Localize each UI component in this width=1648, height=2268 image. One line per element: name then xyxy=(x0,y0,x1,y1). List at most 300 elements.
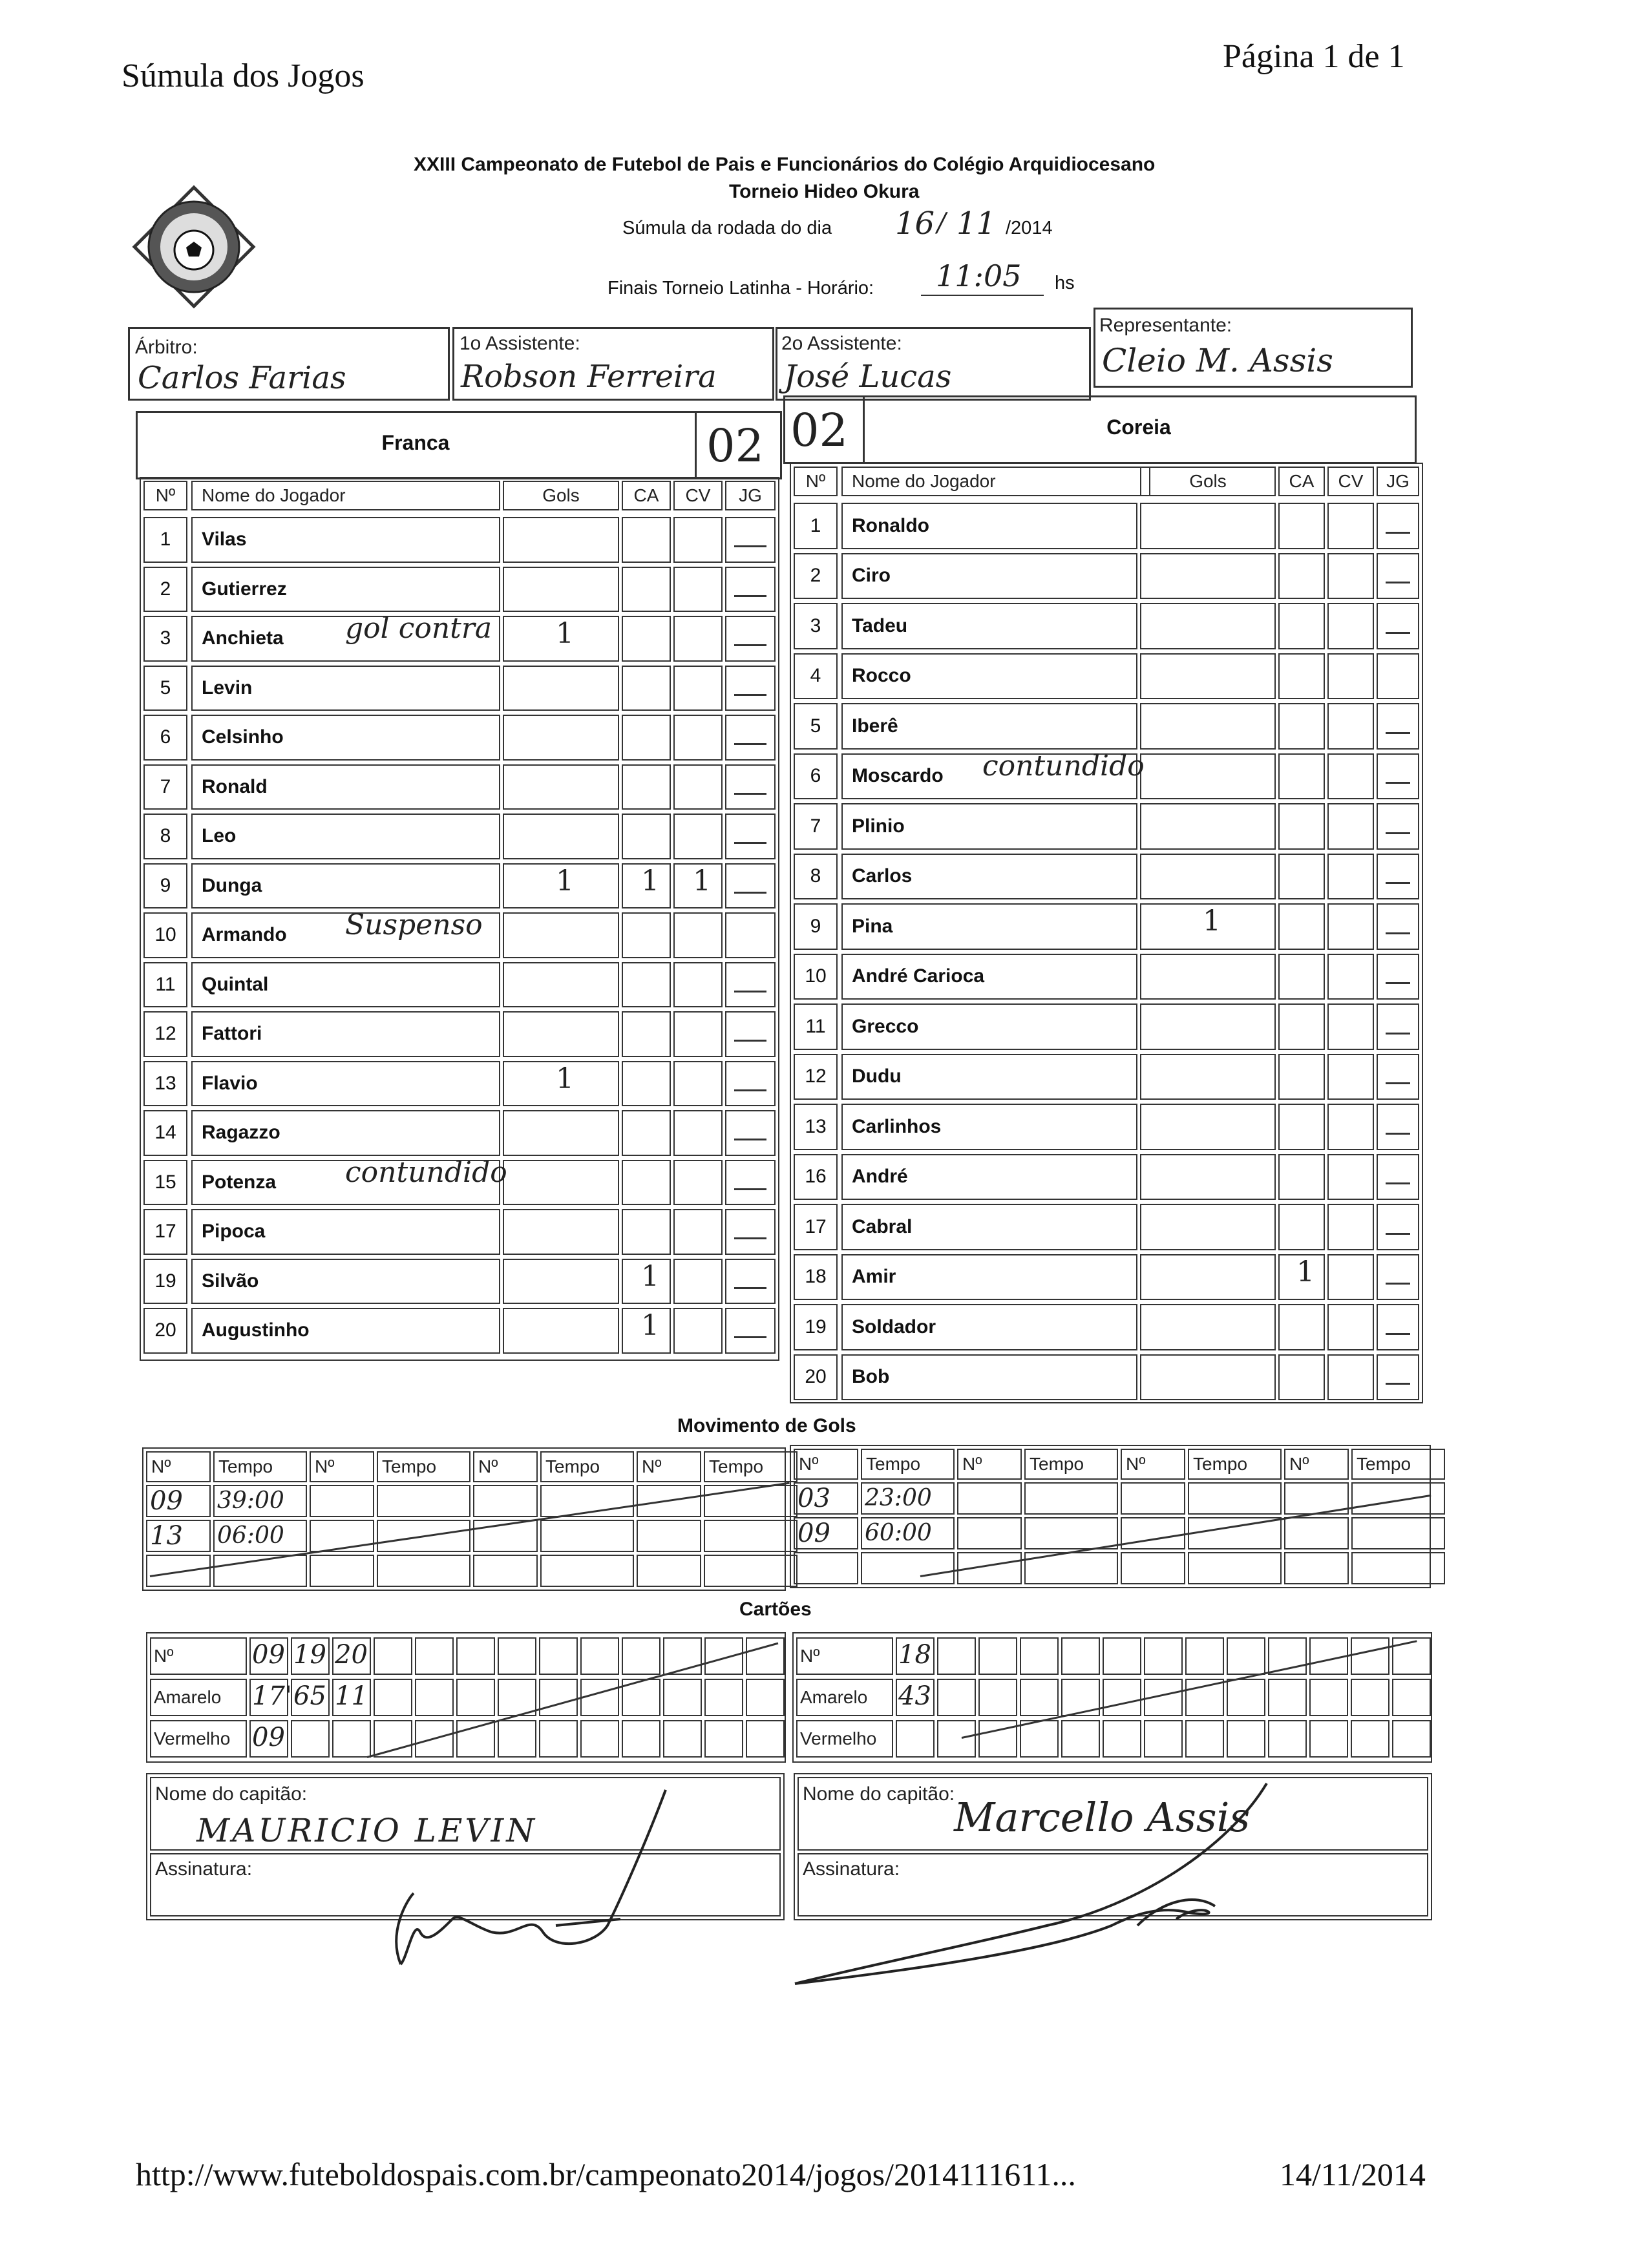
goal-time-cell xyxy=(1188,1552,1282,1584)
player-name: Ragazzo xyxy=(191,1110,500,1156)
goal-time-cell xyxy=(213,1485,307,1517)
played-mark xyxy=(1386,1233,1410,1235)
col-cv-header: CV xyxy=(673,481,723,510)
player-cv-cell xyxy=(673,1110,723,1156)
team-right-score: 02 xyxy=(790,404,849,457)
signature-label: Assinatura: xyxy=(803,1858,900,1880)
player-goals-cell xyxy=(503,764,619,810)
goal-time-cell xyxy=(1024,1482,1118,1515)
goal-num-cell xyxy=(794,1552,858,1584)
player-goals-cell xyxy=(1140,1204,1276,1250)
red-card-cell xyxy=(622,1720,660,1758)
played-mark xyxy=(734,1237,766,1239)
played-mark xyxy=(1386,832,1410,834)
player-goals-cell xyxy=(503,715,619,761)
footer-date: 14/11/2014 xyxy=(1280,2156,1426,2192)
player-name: Carlos xyxy=(841,854,1137,900)
player-ca-cell xyxy=(622,814,671,859)
card-number-cell xyxy=(1020,1637,1059,1675)
player-number: 20 xyxy=(143,1308,187,1354)
player-cv-cell xyxy=(1327,1003,1374,1050)
played-mark xyxy=(1386,1333,1410,1335)
page-number: Página 1 de 1 xyxy=(1223,38,1405,75)
played-mark xyxy=(1386,1082,1410,1084)
red-card-cell xyxy=(1268,1720,1307,1758)
player-name: Ciro xyxy=(841,553,1137,600)
goal-num-header: Nº xyxy=(1121,1449,1185,1480)
team-left-header xyxy=(136,411,782,479)
card-number-cell xyxy=(1061,1637,1100,1675)
player-jg-cell xyxy=(725,1259,776,1305)
player-name: Anchieta xyxy=(191,616,500,662)
card-number-value: 20 xyxy=(335,1640,368,1670)
played-mark xyxy=(1386,982,1410,984)
signature-label: Assinatura: xyxy=(155,1858,253,1880)
player-number: 6 xyxy=(794,753,838,800)
player-row xyxy=(141,612,778,666)
player-ca-cell xyxy=(1278,703,1325,750)
player-goals-cell xyxy=(503,1209,619,1255)
player-ca-cell xyxy=(622,1011,671,1057)
player-goals-cell xyxy=(1140,854,1276,900)
player-row xyxy=(141,1155,778,1210)
referee-value: Carlos Farias xyxy=(138,360,346,396)
player-name: Leo xyxy=(191,814,500,859)
player-ca-cell xyxy=(622,715,671,761)
player-row xyxy=(791,603,1422,653)
assistant1-label: 1o Assistente: xyxy=(460,333,580,354)
player-name: Augustinho xyxy=(191,1308,500,1354)
player-jg-cell xyxy=(1377,1354,1419,1401)
goal-num-cell xyxy=(1284,1552,1349,1584)
player-name: Rocco xyxy=(841,653,1137,700)
player-goals-cell xyxy=(1140,703,1276,750)
player-cv-cell xyxy=(1327,903,1374,950)
player-row xyxy=(791,553,1422,604)
player-row xyxy=(141,1061,778,1111)
player-number: 7 xyxy=(794,803,838,850)
player-cv-cell xyxy=(1327,954,1374,1000)
player-ca-cell xyxy=(1278,1304,1325,1350)
player-jg-cell xyxy=(725,1308,776,1354)
goal-scorer-number: 13 xyxy=(150,1521,183,1551)
played-mark xyxy=(734,1287,766,1289)
yellow-card-label: Amarelo xyxy=(796,1679,893,1716)
card-number-cell xyxy=(622,1637,660,1675)
yellow-card-cell xyxy=(332,1679,371,1716)
cards-section-title: Cartões xyxy=(739,1599,812,1620)
col-num-header: Nº xyxy=(143,481,187,510)
card-number-value: 09 xyxy=(252,1640,285,1670)
player-cv-cell xyxy=(1327,503,1374,549)
captain-left-signature xyxy=(362,1770,724,1984)
yellow-card-cell xyxy=(1227,1679,1265,1716)
player-name: André Carioca xyxy=(841,954,1137,1000)
assistant1-box xyxy=(452,327,774,401)
played-mark xyxy=(734,1040,766,1042)
player-goals-cell xyxy=(503,1308,619,1354)
card-number-label: Nº xyxy=(796,1637,893,1675)
player-name: Pipoca xyxy=(191,1209,500,1255)
player-jg-cell xyxy=(725,616,776,662)
time-label: Finais Torneio Latinha - Horário: xyxy=(607,278,874,299)
player-name: Pina xyxy=(841,903,1137,950)
goal-num-header: Nº xyxy=(310,1451,374,1482)
yellow-card-label: Amarelo xyxy=(150,1679,247,1716)
player-ca-cell xyxy=(622,567,671,613)
card-number-cell xyxy=(374,1637,412,1675)
player-goals-cell xyxy=(503,666,619,711)
player-cv-cell xyxy=(1327,703,1374,750)
player-jg-cell xyxy=(725,962,776,1008)
player-ca-cell xyxy=(622,1110,671,1156)
player-jg-cell xyxy=(1377,503,1419,549)
goal-scorer-number: 09 xyxy=(798,1518,830,1548)
goal-num-cell xyxy=(957,1482,1022,1515)
player-ca-cell xyxy=(1278,1003,1325,1050)
player-goals-cell xyxy=(1140,954,1276,1000)
player-number: 18 xyxy=(794,1254,838,1301)
goal-time-header: Tempo xyxy=(704,1451,798,1482)
goal-time-cell xyxy=(1351,1482,1445,1515)
player-cv-cell xyxy=(1327,553,1374,600)
footer-url[interactable]: http://www.futeboldospais.com.br/campeonato2014/jogos/2014111611... xyxy=(136,2156,1076,2192)
player-cv-cell xyxy=(1327,653,1374,700)
round-date-year: /2014 xyxy=(1006,218,1053,238)
yellow-card-cell xyxy=(746,1679,785,1716)
player-jg-cell xyxy=(1377,903,1419,950)
red-card-cell xyxy=(580,1720,619,1758)
player-cv-cell xyxy=(1327,1054,1374,1100)
player-goals-cell xyxy=(1140,1104,1276,1150)
player-row xyxy=(791,954,1422,1004)
player-row xyxy=(791,1304,1422,1354)
card-number-cell xyxy=(746,1637,785,1675)
player-jg-cell xyxy=(1377,553,1419,600)
col-goals-header: Gols xyxy=(1140,467,1276,496)
col-name-header: Nome do Jogador xyxy=(841,467,1150,496)
played-mark xyxy=(1386,632,1410,634)
player-cv-cell xyxy=(1327,753,1374,800)
player-ca-cell xyxy=(622,1160,671,1206)
player-ca-cell xyxy=(622,1209,671,1255)
red-card-label: Vermelho xyxy=(796,1720,893,1758)
team-left-divider xyxy=(695,413,697,478)
red-card-cell xyxy=(1020,1720,1059,1758)
player-number: 2 xyxy=(794,553,838,600)
player-number: 10 xyxy=(794,954,838,1000)
player-ca-cell xyxy=(622,1061,671,1107)
yellow-card-value: 43 xyxy=(898,1681,931,1711)
goal-num-cell xyxy=(637,1520,701,1552)
player-number: 14 xyxy=(143,1110,187,1156)
player-number: 4 xyxy=(794,653,838,700)
player-jg-cell xyxy=(725,764,776,810)
player-jg-cell xyxy=(725,1061,776,1107)
cards-right-table xyxy=(792,1632,1432,1763)
red-card-cell xyxy=(291,1720,330,1758)
player-jg-cell xyxy=(1377,1154,1419,1201)
player-cv-cell xyxy=(1327,1254,1374,1301)
player-jg-cell xyxy=(725,1110,776,1156)
played-mark xyxy=(734,991,766,992)
player-cv-mark: 1 xyxy=(693,864,711,898)
played-mark xyxy=(1386,582,1410,583)
team-left-name: Franca xyxy=(381,431,450,454)
player-cv-cell xyxy=(673,567,723,613)
player-cv-cell xyxy=(1327,1354,1374,1401)
player-number: 13 xyxy=(143,1061,187,1107)
played-mark xyxy=(1386,932,1410,934)
player-name: Plinio xyxy=(841,803,1137,850)
team-left-score: 02 xyxy=(706,419,765,472)
player-ca-cell xyxy=(1278,854,1325,900)
player-ca-mark: 1 xyxy=(641,1259,659,1293)
player-number: 17 xyxy=(794,1204,838,1250)
player-name: Dudu xyxy=(841,1054,1137,1100)
player-jg-cell xyxy=(725,666,776,711)
player-ca-cell xyxy=(1278,1104,1325,1150)
red-card-cell xyxy=(498,1720,536,1758)
player-row xyxy=(141,666,778,715)
player-row xyxy=(791,903,1422,954)
goal-num-cell xyxy=(794,1482,858,1515)
goal-time-cell xyxy=(377,1555,470,1587)
goal-num-cell xyxy=(637,1555,701,1587)
player-cv-cell xyxy=(673,814,723,859)
played-mark xyxy=(1386,782,1410,784)
played-mark xyxy=(734,644,766,646)
player-goals-cell xyxy=(1140,603,1276,649)
player-note: contundido xyxy=(345,1155,507,1189)
player-jg-cell xyxy=(1377,653,1419,700)
goal-time-cell xyxy=(1188,1482,1282,1515)
time-unit: hs xyxy=(1055,273,1075,293)
red-card-cell xyxy=(1185,1720,1224,1758)
yellow-card-cell xyxy=(456,1679,495,1716)
player-note: Suspenso xyxy=(345,908,483,941)
player-goals-cell xyxy=(1140,503,1276,549)
player-cv-cell xyxy=(673,962,723,1008)
player-name: Ronald xyxy=(191,764,500,810)
player-number: 10 xyxy=(143,912,187,958)
player-number: 5 xyxy=(143,666,187,711)
player-ca-cell xyxy=(622,517,671,563)
red-card-cell xyxy=(539,1720,578,1758)
captain-name-label: Nome do capitão: xyxy=(155,1783,308,1805)
player-name: André xyxy=(841,1154,1137,1201)
played-mark xyxy=(1386,1283,1410,1285)
player-name: Tadeu xyxy=(841,603,1137,649)
col-num-header: Nº xyxy=(794,467,838,496)
player-number: 8 xyxy=(794,854,838,900)
cards-left-table xyxy=(146,1632,786,1763)
played-mark xyxy=(1386,732,1410,734)
yellow-card-cell xyxy=(249,1679,292,1716)
player-number: 15 xyxy=(143,1160,187,1206)
card-number-cell xyxy=(896,1637,935,1675)
goal-num-cell xyxy=(310,1485,374,1517)
player-cv-cell xyxy=(1327,803,1374,850)
player-row xyxy=(791,653,1422,704)
card-number-cell xyxy=(291,1637,330,1675)
red-card-cell xyxy=(1103,1720,1141,1758)
goal-time-header: Tempo xyxy=(377,1451,470,1482)
player-cv-cell xyxy=(1327,854,1374,900)
player-number: 1 xyxy=(143,517,187,563)
player-jg-cell xyxy=(1377,854,1419,900)
round-date-day: 16 xyxy=(895,205,935,242)
player-ca-cell xyxy=(1278,1354,1325,1401)
yellow-card-value: 17' xyxy=(252,1681,292,1711)
player-jg-cell xyxy=(1377,1054,1419,1100)
red-card-cell xyxy=(374,1720,412,1758)
player-cv-cell xyxy=(1327,1204,1374,1250)
card-number-cell xyxy=(1227,1637,1265,1675)
player-number: 19 xyxy=(794,1304,838,1350)
goal-time-cell xyxy=(213,1520,307,1552)
red-card-cell xyxy=(1309,1720,1348,1758)
player-goals-mark: 1 xyxy=(1203,905,1221,938)
player-jg-cell xyxy=(1377,954,1419,1000)
player-row xyxy=(791,803,1422,854)
player-name: Levin xyxy=(191,666,500,711)
player-row xyxy=(141,1308,778,1358)
player-cv-cell xyxy=(673,764,723,810)
player-jg-cell xyxy=(725,912,776,958)
player-cv-cell xyxy=(1327,1304,1374,1350)
player-row xyxy=(141,567,778,616)
played-mark xyxy=(1386,532,1410,534)
player-jg-cell xyxy=(1377,1003,1419,1050)
card-number-cell xyxy=(1144,1637,1183,1675)
championship-title: XXIII Campeonato de Futebol de Pais e Funcionários do Colégio Arquidiocesano xyxy=(414,154,1156,175)
col-ca-header: CA xyxy=(622,481,671,510)
player-number: 9 xyxy=(143,863,187,909)
player-ca-cell xyxy=(1278,503,1325,549)
goal-num-cell xyxy=(957,1517,1022,1549)
player-cv-cell xyxy=(673,666,723,711)
yellow-card-cell xyxy=(415,1679,454,1716)
player-number: 3 xyxy=(794,603,838,649)
player-number: 5 xyxy=(794,703,838,750)
card-number-cell xyxy=(704,1637,743,1675)
player-goals-cell xyxy=(503,912,619,958)
goal-time-header: Tempo xyxy=(861,1449,955,1480)
player-row xyxy=(141,863,778,913)
played-mark xyxy=(734,892,766,894)
player-jg-cell xyxy=(1377,1104,1419,1150)
referee-label: Árbitro: xyxy=(135,337,198,358)
goal-time: 06:00 xyxy=(217,1522,284,1549)
red-card-cell xyxy=(663,1720,702,1758)
player-ca-cell xyxy=(622,962,671,1008)
player-jg-cell xyxy=(1377,1304,1419,1350)
goal-num-cell xyxy=(1284,1517,1349,1549)
player-goals-mark: 1 xyxy=(556,1062,574,1095)
card-number-cell xyxy=(580,1637,619,1675)
player-name: Amir xyxy=(841,1254,1137,1301)
player-cv-cell xyxy=(673,1259,723,1305)
player-number: 20 xyxy=(794,1354,838,1401)
captain-left-name: MAURICIO LEVIN xyxy=(196,1812,538,1849)
player-number: 13 xyxy=(794,1104,838,1150)
player-ca-cell xyxy=(1278,903,1325,950)
player-ca-cell xyxy=(1278,1154,1325,1201)
player-cv-cell xyxy=(673,1160,723,1206)
player-jg-cell xyxy=(725,863,776,909)
played-mark xyxy=(734,1336,766,1338)
goal-num-cell xyxy=(146,1485,211,1517)
red-card-cell xyxy=(1061,1720,1100,1758)
yellow-card-cell xyxy=(539,1679,578,1716)
round-date-label: Súmula da rodada do dia xyxy=(622,218,832,238)
goal-time-cell xyxy=(1351,1517,1445,1549)
yellow-card-cell xyxy=(704,1679,743,1716)
player-name: Celsinho xyxy=(191,715,500,761)
player-ca-cell xyxy=(1278,653,1325,700)
round-date-month: 11 xyxy=(956,205,997,242)
card-number-cell xyxy=(539,1637,578,1675)
yellow-card-cell xyxy=(1103,1679,1141,1716)
player-number: 1 xyxy=(794,503,838,549)
representative-value: Cleio M. Assis xyxy=(1102,342,1333,379)
goal-time-cell xyxy=(704,1485,798,1517)
player-jg-cell xyxy=(1377,753,1419,800)
player-row xyxy=(791,503,1422,553)
yellow-card-value: 65 xyxy=(293,1681,326,1711)
player-row xyxy=(141,1110,778,1160)
player-number: 12 xyxy=(143,1011,187,1057)
goal-num-cell xyxy=(1121,1517,1185,1549)
goal-time-header: Tempo xyxy=(213,1451,307,1482)
player-goals-cell xyxy=(1140,1154,1276,1201)
player-row xyxy=(791,1104,1422,1154)
player-goals-cell xyxy=(503,517,619,563)
goal-time-cell xyxy=(377,1485,470,1517)
player-jg-cell xyxy=(1377,703,1419,750)
player-number: 6 xyxy=(143,715,187,761)
goal-time-cell xyxy=(861,1552,955,1584)
assistant2-value: José Lucas xyxy=(784,359,952,395)
goal-num-cell xyxy=(794,1517,858,1549)
player-name: Armando xyxy=(191,912,500,958)
yellow-card-cell xyxy=(978,1679,1017,1716)
played-mark xyxy=(1386,1182,1410,1184)
player-row xyxy=(141,908,778,962)
goal-time-header: Tempo xyxy=(1024,1449,1118,1480)
player-ca-cell xyxy=(1278,553,1325,600)
player-name: Iberê xyxy=(841,703,1137,750)
player-ca-cell xyxy=(1278,954,1325,1000)
card-number-cell xyxy=(498,1637,536,1675)
played-mark xyxy=(734,1139,766,1140)
player-jg-cell xyxy=(1377,603,1419,649)
card-number-label: Nº xyxy=(150,1637,247,1675)
player-jg-cell xyxy=(725,715,776,761)
player-name: Silvão xyxy=(191,1259,500,1305)
player-name: Moscardo xyxy=(841,753,1137,800)
col-ca-header: CA xyxy=(1278,467,1325,496)
yellow-card-cell xyxy=(937,1679,976,1716)
player-ca-mark: 1 xyxy=(641,1309,659,1342)
col-jg-header: JG xyxy=(1377,467,1419,496)
player-jg-cell xyxy=(1377,1204,1419,1250)
player-name: Fattori xyxy=(191,1011,500,1057)
player-goals-cell xyxy=(1140,1354,1276,1401)
red-card-cell xyxy=(332,1720,371,1758)
assistant1-value: Robson Ferreira xyxy=(461,359,717,395)
